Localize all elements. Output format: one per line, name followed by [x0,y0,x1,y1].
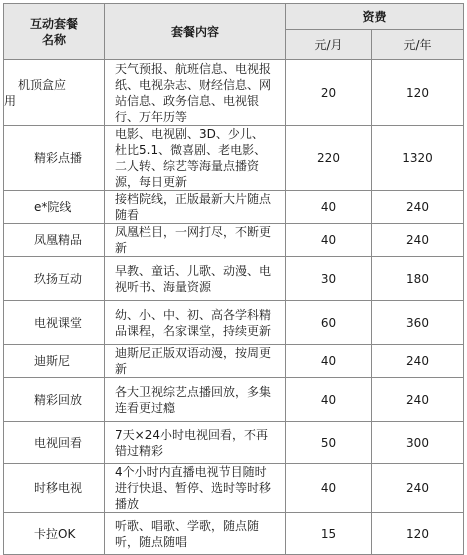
yearly-fee: 180 [372,257,464,301]
yearly-fee: 360 [372,301,464,345]
monthly-fee: 40 [286,464,372,513]
monthly-fee: 220 [286,126,372,191]
package-name: e*院线 [4,191,105,224]
yearly-fee: 120 [372,60,464,126]
package-name: 迪斯尼 [4,345,105,378]
table-row [4,345,464,378]
package-name: 玖扬互动 [4,257,105,301]
package-content: 电影、电视剧、3D、少儿、杜比5.1、微喜剧、老电影、二人转、综艺等海量点播资源，每日更新 [105,126,286,191]
monthly-fee: 40 [286,191,372,224]
monthly-fee: 40 [286,345,372,378]
table-row [4,301,464,345]
package-content: 迪斯尼正版双语动漫，按周更新 [105,345,286,378]
package-content: 7天×24小时电视回看，不再错过精彩 [105,422,286,464]
package-name: 时移电视 [4,464,105,513]
package-content: 幼、小、中、初、高各学科精品课程，名家课堂，持续更新 [105,301,286,345]
yearly-fee: 300 [372,422,464,464]
table-row [4,378,464,422]
monthly-fee: 15 [286,513,372,555]
package-content: 各大卫视综艺点播回放，多集连看更过瘾 [105,378,286,422]
yearly-fee: 240 [372,191,464,224]
monthly-fee: 60 [286,301,372,345]
monthly-fee: 30 [286,257,372,301]
header-per-year: 元/年 [372,30,464,60]
table-row [4,257,464,301]
package-name: 精彩点播 [4,126,105,191]
package-content: 早教、童话、儿歌、动漫、电视听书、海量资源 [105,257,286,301]
package-name [4,60,105,126]
monthly-fee: 40 [286,224,372,257]
package-name: 凤凰精品 [4,224,105,257]
package-name-line1: 机顶盒应 [18,77,67,92]
header-content: 套餐内容 [105,4,286,60]
package-content: 4个小时内直播电视节目随时进行快退、暂停、选时等时移播放 [105,464,286,513]
table-row [4,191,464,224]
package-name: 电视课堂 [4,301,105,345]
monthly-fee: 20 [286,60,372,126]
package-name-line2: 用 [4,93,17,108]
header-fee: 资费 [286,4,464,30]
yearly-fee: 240 [372,345,464,378]
table-row [4,422,464,464]
package-name: 精彩回放 [4,378,105,422]
package-content: 听歌、唱歌、学歌，随点随听，随点随唱 [105,513,286,555]
package-name: 电视回看 [4,422,105,464]
table-row [4,60,464,126]
package-content: 凤凰栏目，一网打尽，不断更新 [105,224,286,257]
yearly-fee: 240 [372,464,464,513]
table-row [4,513,464,555]
table-row [4,464,464,513]
package-content: 天气预报、航班信息、电视报纸、电视杂志、财经信息、网站信息、政务信息、电视银行、万年历等 [105,60,286,126]
table-row [4,224,464,257]
package-name: 卡拉OK [4,513,105,555]
header-package-name [4,4,105,60]
yearly-fee: 1320 [372,126,464,191]
yearly-fee: 240 [372,224,464,257]
yearly-fee: 240 [372,378,464,422]
package-content: 接档院线，正版最新大片随点随看 [105,191,286,224]
table-row [4,126,464,191]
header-per-month: 元/月 [286,30,372,60]
package-fee-table [3,3,464,555]
monthly-fee: 50 [286,422,372,464]
header-package-name-line2: 名称 [41,32,66,47]
header-package-name-line1: 互动套餐 [29,16,78,31]
yearly-fee: 120 [372,513,464,555]
monthly-fee: 40 [286,378,372,422]
